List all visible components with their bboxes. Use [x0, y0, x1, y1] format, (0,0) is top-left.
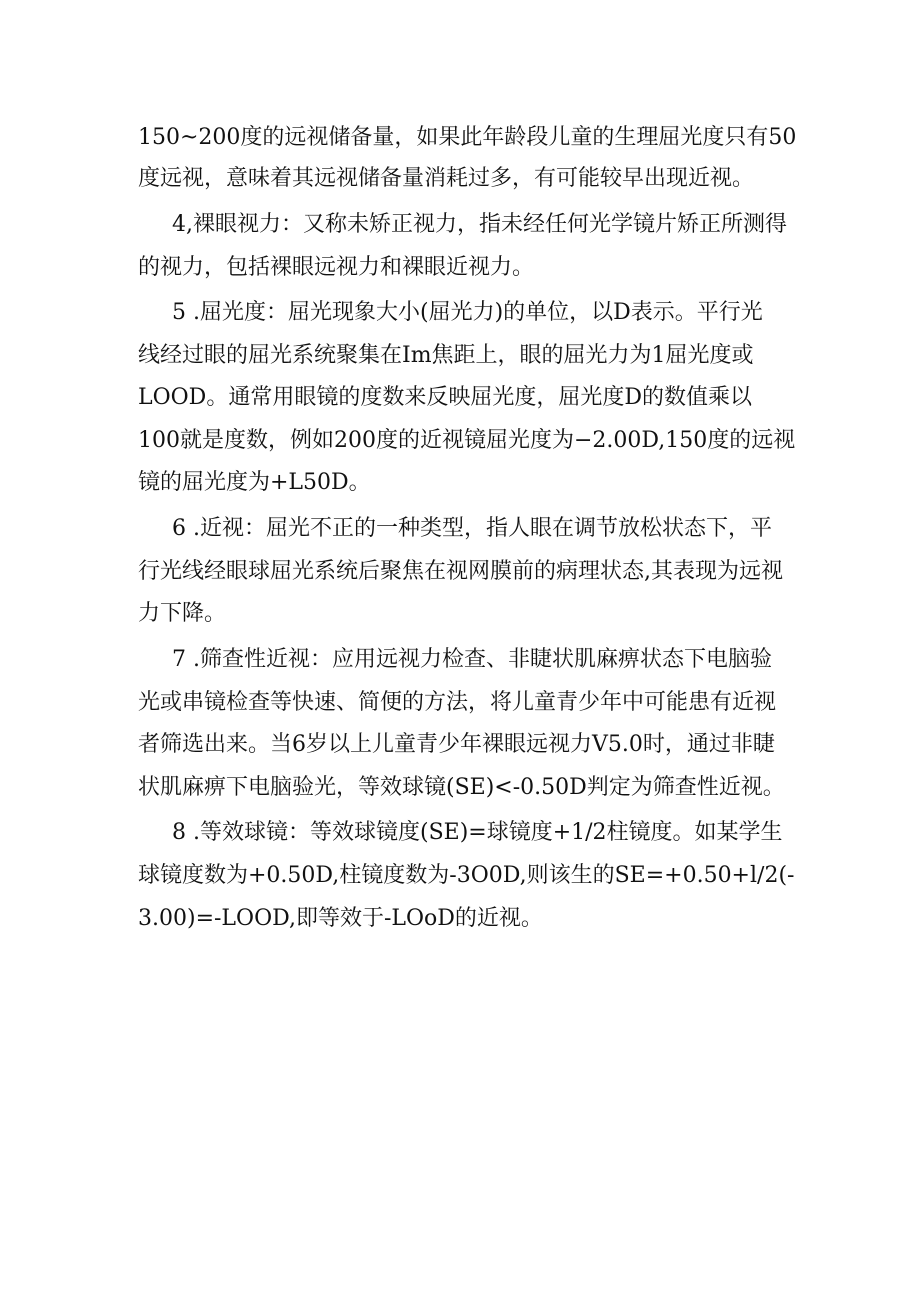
text-line: 8 .等效球镜：等效球镜度(SE)=球镜度+1/2柱镜度。如某学生 — [172, 820, 783, 845]
text-line: 球镜度数为+0.50D,柱镜度数为-3O0D,则该生的SE=+0.50+l∕2(- — [138, 863, 795, 888]
text-line: 7 .筛查性近视：应用远视力检查、非睫状肌麻痹状态下电脑验 — [172, 647, 772, 672]
text-line: 状肌麻痹下电脑验光，等效球镜(SE)<-0.50D判定为筛查性近视。 — [138, 775, 785, 800]
text-line: 光或串镜检查等快速、简便的方法，将儿童青少年中可能患有近视 — [138, 690, 777, 715]
text-line: 行光线经眼球屈光系统后聚焦在视网膜前的病理状态,其表现为远视 — [138, 559, 783, 584]
text-line: 线经过眼的屈光系统聚集在Im焦距上，眼的屈光力为1屈光度或 — [138, 343, 754, 368]
text-line: LOOD。通常用眼镜的度数来反映屈光度，屈光度D的数值乘以 — [138, 385, 752, 410]
text-line: 者筛选出来。当6岁以上儿童青少年裸眼远视力V5.0时，通过非睫 — [138, 732, 775, 757]
text-line: 5 .屈光度：屈光现象大小(屈光力)的单位，以D表示。平行光 — [172, 300, 763, 325]
text-line: 镜的屈光度为+L50D。 — [138, 470, 371, 495]
text-line: 100就是度数，例如200度的近视镜屈光度为−2.00D,150度的远视 — [138, 428, 796, 453]
text-line: 150~200度的远视储备量，如果此年龄段儿童的生理屈光度只有50 — [138, 125, 797, 150]
text-line: 3.00)=-LOOD,即等效于-LOoD的近视。 — [138, 906, 543, 931]
text-line: 度远视，意味着其远视储备量消耗过多，有可能较早出现近视。 — [138, 166, 755, 191]
text-line: 6 .近视：屈光不正的一种类型，指人眼在调节放松状态下，平 — [172, 516, 772, 541]
text-line: 的视力，包括裸眼远视力和裸眼近视力。 — [138, 255, 535, 280]
text-line: 力下降。 — [138, 601, 227, 626]
text-line: 4,裸眼视力：又称未矫正视力，指未经任何光学镜片矫正所测得 — [172, 212, 787, 237]
